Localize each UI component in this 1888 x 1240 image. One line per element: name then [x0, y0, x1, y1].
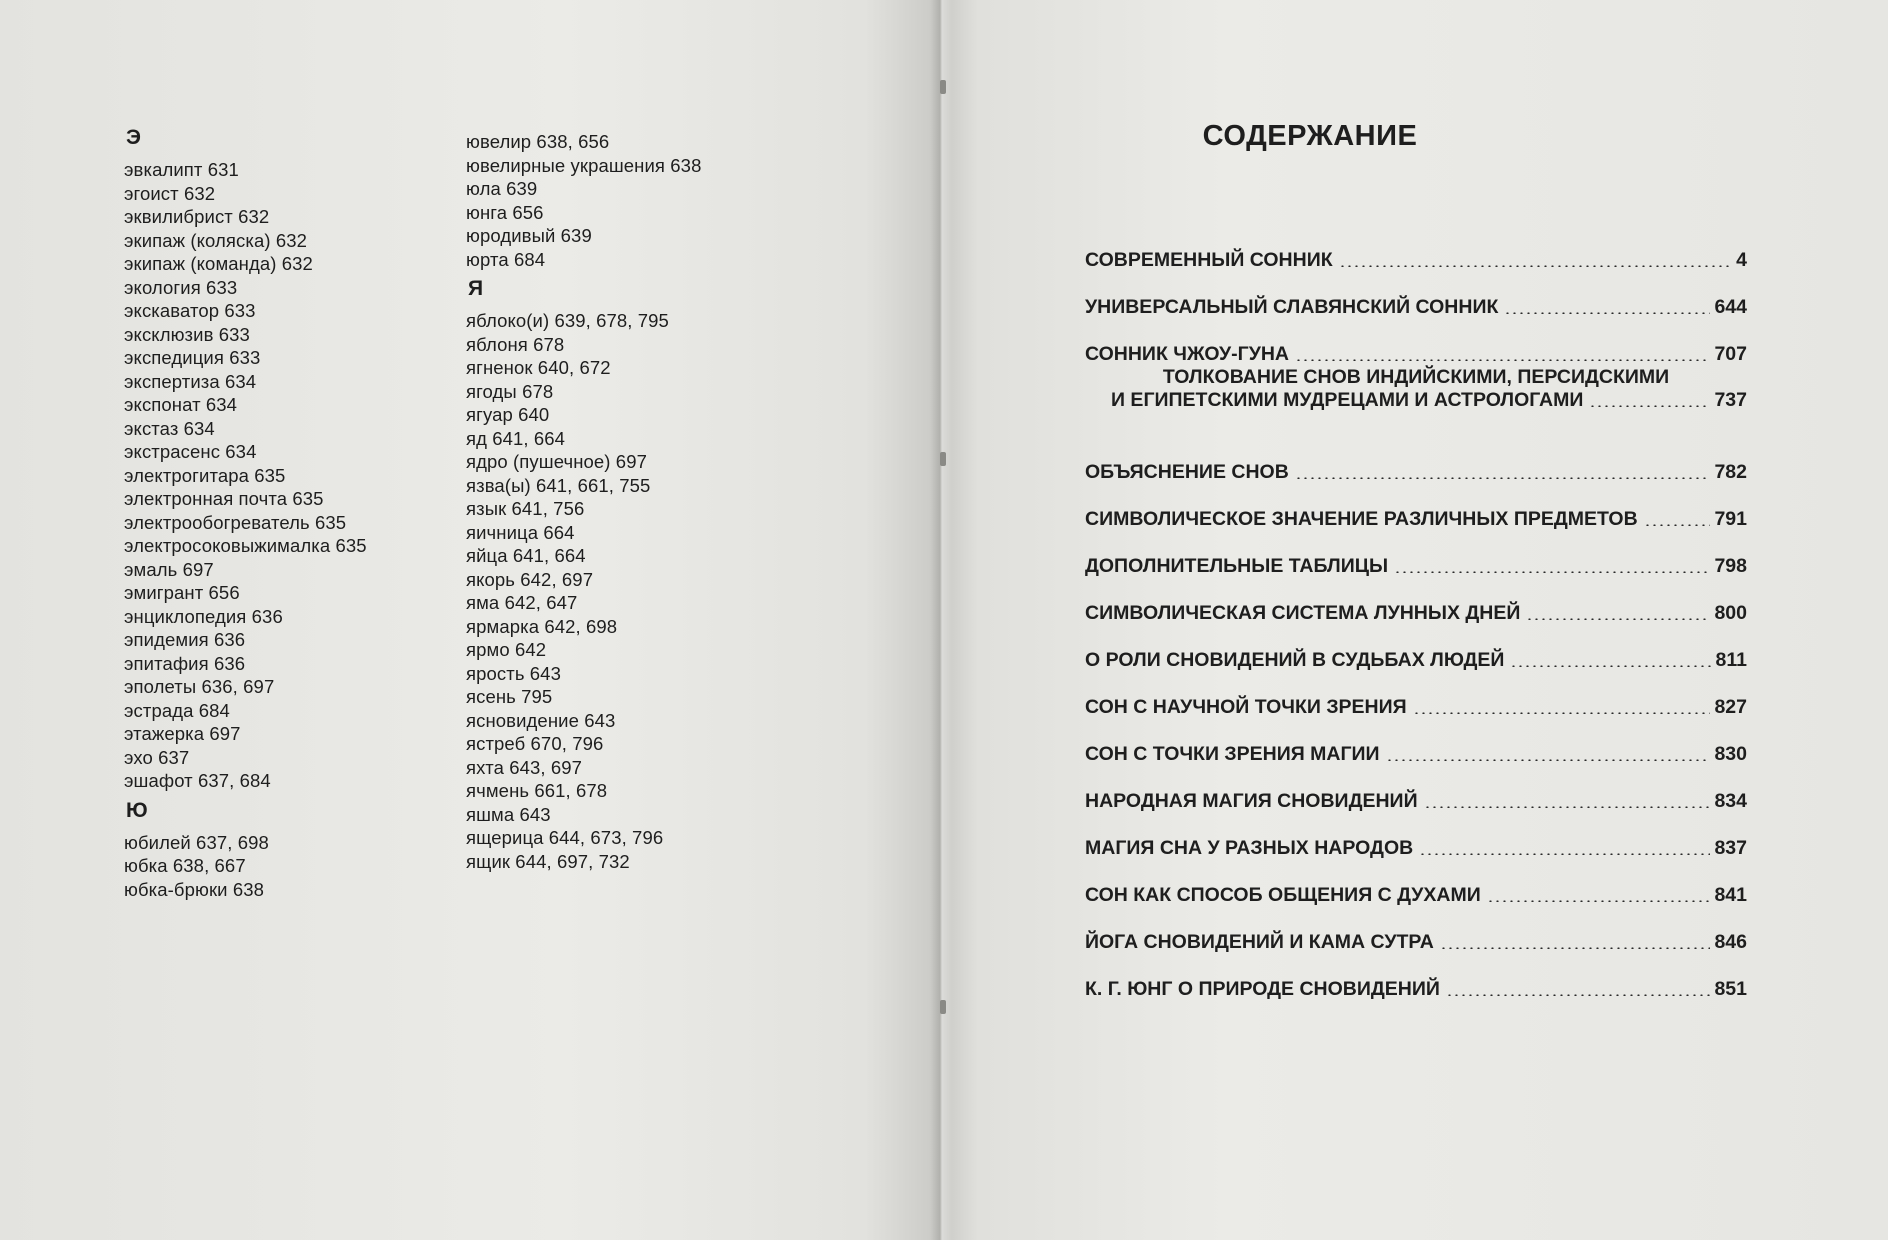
toc-entry	[1085, 484, 1747, 531]
contents-title: СОДЕРЖАНИЕ	[1202, 120, 1418, 152]
index-letter-heading: Э	[126, 126, 142, 149]
index-entry: ягненок 640, 672	[466, 357, 611, 378]
toc-entry	[1085, 766, 1747, 813]
toc-entry-page: 846	[1714, 931, 1747, 953]
index-entry: ячмень 661, 678	[466, 780, 608, 801]
toc-entry	[1085, 954, 1747, 1001]
toc-leader-dots	[1339, 265, 1732, 267]
index-entry: эквилибрист 632	[124, 206, 270, 227]
toc-entry	[1085, 578, 1747, 625]
index-entry: яхта 643, 697	[466, 756, 583, 778]
toc-entry	[1085, 531, 1747, 578]
index-entry: экстаз 634	[124, 417, 215, 439]
index-entry: ягуар 640	[466, 404, 550, 425]
index-entry: ящик 644, 697, 732	[466, 850, 630, 872]
toc-entry-title: К. Г. ЮНГ О ПРИРОДЕ СНОВИДЕНИЙ	[1085, 978, 1440, 1000]
index-entry: юнга 656	[466, 201, 544, 223]
index-entry: экология 633	[124, 276, 238, 298]
toc-entry	[1085, 672, 1747, 719]
left-page-index	[0, 0, 940, 1240]
index-entry: экспедиция 633	[124, 347, 261, 368]
toc-entry-title: СОВРЕМЕННЫЙ СОННИК	[1085, 249, 1333, 271]
toc-entry-title: МАГИЯ СНА У РАЗНЫХ НАРОДОВ	[1085, 837, 1414, 859]
toc-entry-page: 837	[1714, 837, 1747, 859]
index-column-2	[466, 130, 701, 873]
toc-entry-page: 841	[1714, 884, 1747, 906]
index-entry: ядро (пушечное) 697	[466, 451, 647, 472]
index-entry: язва(ы) 641, 661, 755	[466, 474, 651, 496]
index-entry: ястреб 670, 796	[466, 733, 604, 754]
index-entry: ясновидение 643	[466, 709, 616, 731]
index-entry: ювелирные украшения 638	[466, 154, 702, 176]
toc-entry	[1085, 437, 1747, 484]
index-entry: эпитафия 636	[124, 652, 246, 674]
index-letter-heading: Ю	[126, 798, 148, 822]
toc-entry	[1085, 907, 1747, 954]
index-entry: электросоковыжималка 635	[124, 535, 367, 556]
toc-entry	[1085, 813, 1747, 860]
index-entry: экскаватор 633	[124, 300, 256, 321]
toc-leader-dots	[1394, 571, 1710, 573]
toc-entry-title: СОН С НАУЧНОЙ ТОЧКИ ЗРЕНИЯ	[1085, 696, 1407, 718]
index-entry: экипаж (команда) 632	[124, 253, 313, 274]
index-entry: энциклопедия 636	[124, 605, 283, 627]
toc-entry-page: 791	[1714, 508, 1747, 530]
staple-mark	[940, 452, 946, 466]
index-entry: юродивый 639	[466, 225, 592, 246]
index-entry: эмаль 697	[124, 558, 214, 580]
toc-leader-dots	[1295, 359, 1710, 361]
toc-entry	[1085, 366, 1747, 437]
staple-mark	[940, 1000, 946, 1014]
toc-leader-dots	[1589, 405, 1710, 407]
toc-entry-title: УНИВЕРСАЛЬНЫЙ СЛАВЯНСКИЙ СОННИК	[1085, 296, 1499, 318]
toc-leader-dots	[1386, 759, 1711, 761]
index-entry: электрогитара 635	[124, 464, 286, 486]
index-entry: экспонат 634	[124, 394, 238, 415]
toc-entry-page: 851	[1714, 978, 1747, 1000]
toc-entry	[1085, 272, 1747, 319]
toc-leader-dots	[1644, 524, 1711, 526]
toc-entry-title: ОБЪЯСНЕНИЕ СНОВ	[1085, 461, 1289, 483]
toc-entry-page: 827	[1714, 696, 1747, 718]
toc-leader-dots	[1504, 312, 1710, 314]
index-entry: ягоды 678	[466, 380, 554, 402]
toc-leader-dots	[1295, 477, 1711, 479]
index-entry: ювелир 638, 656	[466, 131, 610, 152]
index-entry: ярмарка 642, 698	[466, 615, 618, 637]
toc-leader-dots	[1424, 806, 1711, 808]
index-entry: ящерица 644, 673, 796	[466, 827, 664, 848]
toc-leader-dots	[1487, 900, 1711, 902]
index-entry: эгоист 632	[124, 182, 216, 204]
index-entry: ясень 795	[466, 686, 553, 707]
index-entry: этажерка 697	[124, 723, 241, 744]
index-entry: юбилей 637, 698	[124, 831, 269, 853]
index-entry: яйца 641, 664	[466, 545, 586, 566]
toc-entry-title: О РОЛИ СНОВИДЕНИЙ В СУДЬБАХ ЛЮДЕЙ	[1085, 649, 1505, 671]
toc-entry-page: 644	[1714, 296, 1747, 318]
book-gutter	[930, 0, 952, 1240]
index-entry: экипаж (коляска) 632	[124, 229, 308, 251]
index-entry: юла 639	[466, 178, 538, 199]
toc-entry	[1085, 625, 1747, 672]
index-entry: эмигрант 656	[124, 582, 240, 603]
index-entry: экстрасенс 634	[124, 441, 257, 462]
toc-entry-title: НАРОДНАЯ МАГИЯ СНОВИДЕНИЙ	[1085, 790, 1418, 812]
index-entry: эшафот 637, 684	[124, 770, 271, 791]
index-entry: якорь 642, 697	[466, 568, 594, 590]
index-entry: язык 641, 756	[466, 498, 585, 519]
index-entry: электронная почта 635	[124, 488, 324, 509]
toc-entry-page: 737	[1714, 389, 1747, 411]
toc-entry-page: 782	[1714, 461, 1747, 483]
index-entry: экспертиза 634	[124, 370, 257, 392]
toc-entry-title: СИМВОЛИЧЕСКАЯ СИСТЕМА ЛУННЫХ ДНЕЙ	[1085, 602, 1521, 624]
toc-entry-page: 800	[1714, 602, 1747, 624]
index-entry: яичница 664	[466, 521, 575, 543]
index-entry: юбка 638, 667	[124, 855, 246, 876]
toc-entry-title: ЙОГА СНОВИДЕНИЙ И КАМА СУТРА	[1085, 931, 1434, 953]
toc-entry	[1085, 225, 1747, 272]
toc-entry-title: ТОЛКОВАНИЕ СНОВ ИНДИЙСКИМИ, ПЕРСИДСКИМИ	[1162, 366, 1670, 388]
toc-entry-page: 4	[1736, 249, 1747, 271]
toc-entry-title: ДОПОЛНИТЕЛЬНЫЕ ТАБЛИЦЫ	[1085, 555, 1389, 577]
index-entry: эпидемия 636	[124, 629, 246, 650]
index-entry: яшма 643	[466, 803, 551, 825]
toc-leader-dots	[1419, 853, 1710, 855]
toc-leader-dots	[1413, 712, 1711, 714]
toc-leader-dots	[1526, 618, 1710, 620]
index-entry: эстрада 684	[124, 699, 230, 721]
toc-entry-page: 834	[1714, 790, 1747, 812]
index-entry: ярость 643	[466, 662, 561, 684]
index-entry: эвкалипт 631	[124, 159, 239, 180]
index-entry: юрта 684	[466, 248, 546, 270]
toc-entry	[1085, 319, 1747, 366]
toc-leader-dots	[1440, 947, 1711, 949]
index-entry: ярмо 642	[466, 639, 547, 660]
index-entry: яма 642, 647	[466, 592, 578, 613]
index-entry: эксклюзив 633	[124, 323, 250, 345]
toc-leader-dots	[1510, 665, 1711, 667]
toc-leader-dots	[1446, 994, 1711, 996]
toc-entry-title: И ЕГИПЕТСКИМИ МУДРЕЦАМИ И АСТРОЛОГАМИ	[1111, 389, 1584, 411]
toc-entry-page: 830	[1714, 743, 1747, 765]
toc-entry-page: 798	[1714, 555, 1747, 577]
toc-entry-title: СИМВОЛИЧЕСКОЕ ЗНАЧЕНИЕ РАЗЛИЧНЫХ ПРЕДМЕТОВ	[1085, 508, 1638, 530]
toc-entry-title: СОН КАК СПОСОБ ОБЩЕНИЯ С ДУХАМИ	[1085, 884, 1481, 906]
index-entry: яблоня 678	[466, 333, 565, 355]
toc-entry	[1085, 719, 1747, 766]
index-entry: эполеты 636, 697	[124, 676, 275, 697]
toc-entry-title: СОН С ТОЧКИ ЗРЕНИЯ МАГИИ	[1085, 743, 1380, 765]
index-entry: эхо 637	[124, 746, 190, 768]
toc-entry-page: 707	[1714, 343, 1747, 365]
index-entry: электрообогреватель 635	[124, 511, 347, 533]
toc-entry	[1085, 860, 1747, 907]
index-entry: юбка-брюки 638	[124, 878, 265, 900]
index-entry: яд 641, 664	[466, 427, 566, 449]
index-column-1	[124, 120, 367, 901]
toc-entry-page: 811	[1715, 649, 1747, 671]
toc-entry-title: СОННИК ЧЖОУ-ГУНА	[1085, 343, 1289, 365]
table-of-contents	[1085, 225, 1747, 1001]
index-entry: яблоко(и) 639, 678, 795	[466, 310, 669, 331]
index-letter-heading: Я	[468, 277, 484, 300]
staple-mark	[940, 80, 946, 94]
